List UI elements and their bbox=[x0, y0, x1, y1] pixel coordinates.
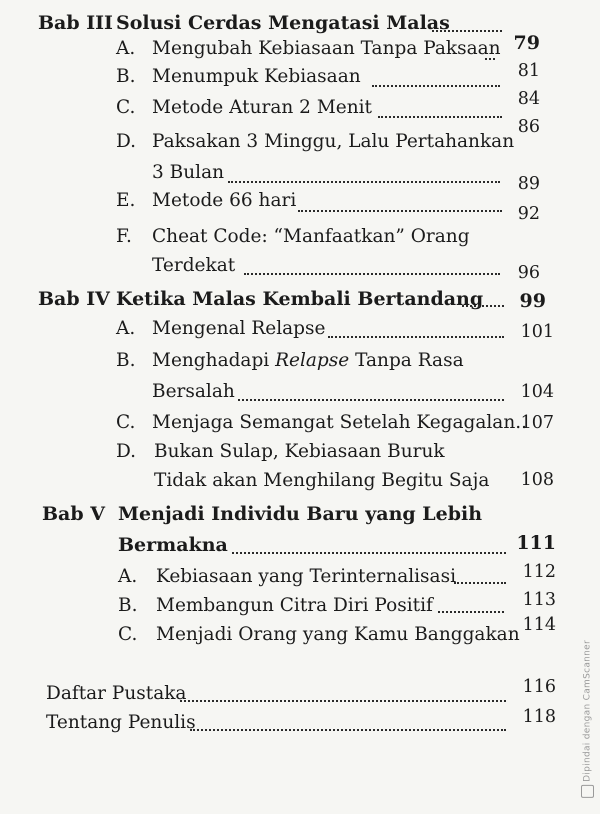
toc-item-title-continued: Bersalah bbox=[152, 381, 235, 402]
toc-item-page: 101 bbox=[520, 322, 554, 342]
toc-item-page: 84 bbox=[517, 89, 540, 109]
toc-item-title: Membangun Citra Diri Positif bbox=[156, 595, 433, 616]
dot-leader bbox=[190, 729, 506, 731]
toc-item-letter: A. bbox=[116, 318, 136, 339]
toc-item-page: 89 bbox=[517, 174, 540, 194]
toc-item-title-continued: Terdekat bbox=[152, 255, 236, 276]
dot-leader bbox=[462, 305, 504, 307]
toc-item-letter: C. bbox=[116, 412, 136, 433]
toc-item-title: Menumpuk Kebiasaan bbox=[152, 66, 361, 87]
toc-item-title-continued: Tidak akan Menghilang Begitu Saja bbox=[154, 470, 490, 491]
toc-item-letter: C. bbox=[118, 624, 138, 645]
dot-leader bbox=[485, 58, 495, 60]
toc-extra-page: 116 bbox=[522, 677, 556, 697]
toc-item-title: Bukan Sulap, Kebiasaan Buruk bbox=[154, 441, 445, 462]
chapter-4-page: 99 bbox=[519, 290, 546, 312]
dot-leader bbox=[328, 336, 504, 338]
toc-item-title-continued: 3 Bulan bbox=[152, 162, 225, 183]
chapter-5-title: Menjadi Individu Baru yang Lebih bbox=[118, 503, 483, 525]
dot-leader bbox=[228, 181, 500, 183]
dot-leader bbox=[298, 210, 502, 212]
toc-extra-title: Daftar Pustaka bbox=[46, 683, 187, 704]
toc-item-title: Cheat Code: “Manfaatkan” Orang bbox=[152, 226, 470, 247]
chapter-5-label: Bab V bbox=[42, 503, 106, 525]
toc-item-title bbox=[152, 350, 464, 372]
toc-item-letter: B. bbox=[116, 66, 136, 87]
toc-item-letter: B. bbox=[118, 595, 138, 616]
camscanner-logo-icon bbox=[581, 785, 594, 798]
dot-leader bbox=[180, 700, 506, 702]
toc-item-letter: E. bbox=[116, 190, 136, 211]
toc-item-title: Mengenal Relapse bbox=[152, 318, 326, 339]
dot-leader bbox=[438, 611, 504, 613]
dot-leader bbox=[372, 85, 500, 87]
toc-item-page: 104 bbox=[520, 382, 554, 402]
chapter-3-title: Solusi Cerdas Mengatasi Malas bbox=[116, 12, 450, 34]
dot-leader bbox=[378, 116, 502, 118]
toc-item-title: Metode Aturan 2 Menit bbox=[152, 97, 372, 118]
chapter-4-title: Ketika Malas Kembali Bertandang bbox=[116, 288, 484, 310]
toc-item-title-part: Tanpa Rasa bbox=[349, 350, 464, 371]
dot-leader bbox=[232, 552, 506, 554]
toc-item-page: 108 bbox=[520, 470, 554, 490]
toc-item-letter: A. bbox=[118, 566, 138, 587]
chapter-5-title-continued: Bermakna bbox=[118, 534, 228, 556]
toc-item-title-italic: Relapse bbox=[275, 350, 350, 371]
toc-item-page: 114 bbox=[522, 615, 556, 635]
toc-item-page: 112 bbox=[522, 562, 556, 582]
toc-item-page: 96 bbox=[517, 263, 540, 283]
chapter-4-label: Bab IV bbox=[38, 288, 110, 310]
toc-item-title-part: Menghadapi bbox=[152, 350, 276, 371]
toc-item-letter: B. bbox=[116, 350, 136, 371]
toc-item-page: 92 bbox=[517, 204, 540, 224]
toc-extra-title: Tentang Penulis bbox=[46, 712, 196, 733]
toc-item-title: Kebiasaan yang Terinternalisasi bbox=[156, 566, 456, 587]
toc-item-page: 81 bbox=[517, 61, 540, 81]
toc-item-title: Paksakan 3 Minggu, Lalu Pertahankan bbox=[152, 131, 515, 152]
toc-item-letter: F. bbox=[116, 226, 132, 247]
chapter-5-page: 111 bbox=[516, 532, 556, 554]
toc-item-letter: A. bbox=[116, 38, 136, 59]
toc-item-letter: D. bbox=[116, 441, 137, 462]
chapter-3-label: Bab III bbox=[38, 12, 113, 34]
toc-item-letter: C. bbox=[116, 97, 136, 118]
dot-leader bbox=[238, 399, 504, 401]
toc-item-page: 107 bbox=[520, 413, 554, 433]
dot-leader bbox=[244, 273, 500, 275]
dot-leader bbox=[454, 582, 506, 584]
toc-item-page: 113 bbox=[522, 590, 556, 610]
watermark-text: Dipindai dengan CamScanner bbox=[582, 640, 593, 782]
toc-extra-page: 118 bbox=[522, 707, 556, 727]
toc-item-title: Menjadi Orang yang Kamu Banggakan bbox=[156, 624, 520, 645]
toc-item-title: Metode 66 hari bbox=[152, 190, 297, 211]
toc-item-title: Mengubah Kebiasaan Tanpa Paksaan bbox=[152, 38, 501, 59]
toc-item-page: 86 bbox=[517, 117, 540, 137]
dot-leader bbox=[432, 30, 502, 32]
scanner-watermark bbox=[581, 640, 594, 798]
toc-item-letter: D. bbox=[116, 131, 137, 152]
chapter-3-page: 79 bbox=[513, 32, 540, 54]
toc-item-title: Menjaga Semangat Setelah Kegagalan.. bbox=[152, 412, 528, 433]
